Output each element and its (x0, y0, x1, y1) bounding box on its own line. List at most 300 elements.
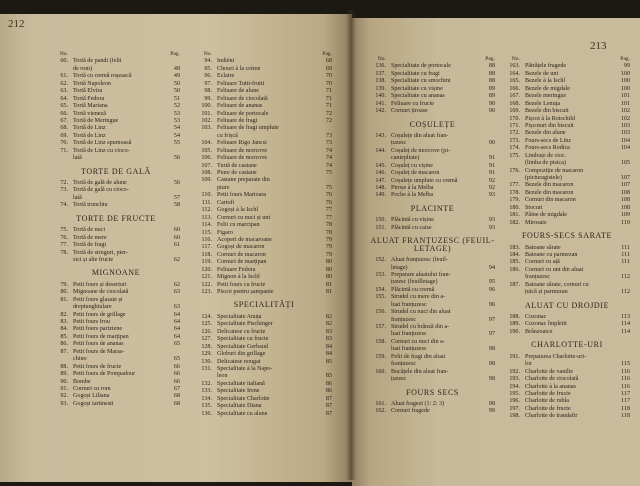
entry-number: 128. (201, 343, 212, 350)
entry-number: 125. (201, 321, 212, 328)
entry-title: Specialitate de portocale (391, 63, 451, 70)
entry-page: 91 (488, 162, 495, 169)
index-entry (196, 163, 332, 170)
entry-title: Tortă de Linz (73, 125, 106, 132)
entry-number: 118. (201, 251, 212, 258)
entry-title: Plăcintă cu caise (391, 224, 432, 231)
index-entry (52, 125, 180, 132)
index-entry (196, 403, 332, 410)
entry-page: 73 (325, 132, 332, 139)
entry-title: Compoziție de macaron (525, 167, 584, 174)
entry-page: 72 (325, 110, 332, 117)
entry-page: 87 (325, 403, 332, 410)
section-heading-text: ALUAT FRANȚUZESC (FEUIL- (370, 236, 495, 246)
entry-title: Gogoși à la Ischl (217, 207, 259, 214)
entry-page: 92 (488, 177, 495, 184)
entry-title: Pâine de migdale (525, 212, 567, 219)
entry-title: Poche à la Melba (391, 192, 434, 199)
entry-title: luat franțuzesc (391, 301, 427, 308)
entry-title: Petit fours de ananas (73, 341, 124, 348)
entry-title: Bezele din macaron (525, 182, 574, 189)
entry-title: Figaro (217, 229, 233, 236)
entry-number: 84. (60, 326, 68, 333)
entry-number: 76. (60, 234, 68, 241)
index-entry (196, 366, 332, 373)
entry-page: 118 (621, 413, 630, 420)
entry-title: Specialitate cu alune (217, 410, 268, 417)
entry-page: 101 (620, 93, 630, 100)
index-entry (370, 101, 495, 108)
entry-page: 61 (173, 242, 180, 249)
entry-number: 147. (375, 177, 386, 184)
entry-title: Bezele din biscuit (525, 108, 569, 115)
index-column-4 (504, 56, 630, 421)
index-entry (196, 192, 332, 199)
entry-title: de rom) (73, 65, 93, 72)
entry-number: 89. (60, 371, 68, 378)
entry-page: 75 (325, 184, 332, 191)
section-heading-text: COȘULEȚE (409, 119, 456, 129)
index-entry (52, 356, 180, 363)
entry-title: Petit fours de Maras- (73, 348, 125, 355)
index-entry (370, 369, 495, 376)
entry-page: Pag. (620, 56, 630, 62)
entry-page: 104 (620, 145, 630, 152)
index-entry (504, 245, 630, 252)
column-header (370, 56, 495, 63)
entry-title: Limbuțe de cioc. (525, 152, 567, 159)
entry-number: 110. (201, 192, 212, 199)
entry-number: 101. (201, 110, 212, 117)
entry-page: 71 (325, 103, 332, 110)
entry-page: 98 (488, 376, 495, 383)
entry-page: 111 (621, 259, 630, 266)
entry-number: 159. (375, 353, 386, 360)
entry-page: 48 (173, 65, 180, 72)
entry-page: 79 (325, 244, 332, 251)
section-heading (52, 168, 180, 175)
entry-title: Coșuleț de morcove (pi- (391, 147, 451, 154)
index-entry (196, 282, 332, 289)
entry-number: 93. (60, 400, 68, 407)
entry-page: 87 (325, 410, 332, 417)
entry-page: 115 (621, 361, 630, 368)
index-entry (370, 170, 495, 177)
entry-number: 181. (509, 212, 520, 219)
entry-title: Petit fours și deserturi (73, 281, 127, 288)
index-entry (370, 287, 495, 294)
entry-number: 86. (60, 341, 68, 348)
index-entry (52, 155, 180, 162)
entry-number: No. (59, 51, 68, 57)
entry-title: Tortă de Linz spumoasă (73, 140, 132, 147)
entry-page: 103 (620, 122, 630, 129)
entry-title: Feliuare de alune (217, 88, 259, 95)
entry-title: Petit fours pariziene (73, 326, 123, 333)
entry-page: 64 (173, 311, 180, 318)
left-page-number: 212 (8, 18, 25, 30)
entry-title: Feliuare Rigo Jancsi (217, 140, 267, 147)
index-entry (196, 215, 332, 222)
entry-number: 150. (375, 217, 386, 224)
entry-page: 107 (620, 175, 630, 181)
entry-number: 66. (60, 110, 68, 117)
entry-number: 161. (375, 400, 386, 407)
entry-title: Gogoși de macaron (217, 244, 265, 251)
entry-title: Specialitate Diana (217, 403, 262, 410)
entry-number: 95. (204, 65, 212, 72)
section-heading (52, 269, 180, 276)
entry-title: Cornuri din macaron (525, 197, 576, 204)
entry-number: 136. (375, 63, 386, 70)
entry-page: 58 (173, 202, 180, 209)
entry-title: Charlotte de fructe (525, 405, 571, 412)
section-heading-text: LETAGE) (413, 243, 452, 253)
index-entry (196, 336, 332, 343)
entry-page: 90 (488, 100, 495, 107)
index-entry (504, 205, 630, 212)
entry-page: 100 (620, 78, 630, 85)
index-entry (196, 230, 332, 237)
entry-page: 117 (621, 398, 630, 405)
index-entry (52, 118, 180, 125)
entry-title: Piscot pentru șampanie (217, 289, 274, 295)
entry-number: 173. (509, 137, 520, 144)
index-entry (370, 178, 495, 185)
entry-page: 65 (173, 356, 180, 363)
entry-title: sici și alte fructe (73, 256, 114, 263)
entry-number: 126. (201, 328, 212, 335)
entry-number: 166. (509, 85, 520, 92)
entry-page: 76 (325, 192, 332, 199)
index-entry (196, 314, 332, 321)
entry-title: Tortă Elvira (73, 88, 103, 95)
index-entry (196, 381, 332, 388)
entry-number: 62. (60, 80, 68, 87)
entry-title: Feliuare de ciocolată (217, 95, 268, 102)
entry-page: 108 (620, 204, 630, 211)
entry-number: 196. (509, 398, 520, 405)
entry-title: Strudel cu brânză din a- (391, 324, 450, 330)
entry-number: 146. (375, 170, 386, 177)
entry-number: 182. (509, 219, 520, 226)
index-entry (52, 133, 180, 140)
entry-title: Fours-secs Rodica (525, 145, 570, 152)
entry-number: 121. (201, 274, 212, 281)
entry-title: Petit fours de marțipan (73, 333, 129, 340)
entry-title: cantepliate) (391, 155, 420, 162)
entry-number: 114. (201, 222, 212, 229)
entry-number: 164. (509, 70, 520, 77)
index-entry (504, 190, 630, 197)
entry-title: Feliuare Fedora (217, 266, 256, 273)
entry-title: Chouri à la crème (217, 65, 261, 72)
entry-title: franțuzesc (525, 274, 551, 281)
index-entry (370, 86, 495, 93)
index-entry (52, 304, 180, 311)
index-entry (52, 187, 180, 194)
section-heading (370, 205, 495, 212)
index-entry (370, 63, 495, 70)
entry-number: 152. (375, 257, 386, 264)
entry-page: 111 (621, 244, 630, 251)
index-entry (504, 361, 630, 368)
index-entry (370, 309, 495, 316)
index-entry (196, 344, 332, 351)
entry-number: 156. (375, 309, 386, 316)
entry-number: 60. (60, 58, 68, 65)
entry-page: 88 (488, 78, 495, 85)
entry-number: 73. (60, 187, 68, 194)
entry-number: 108. (201, 170, 212, 176)
entry-number: 81. (60, 296, 68, 303)
entry-page: 89 (488, 85, 495, 92)
index-entry (370, 148, 495, 155)
index-entry (52, 401, 180, 408)
entry-title: lată (73, 194, 82, 201)
entry-title: Mirosate (525, 219, 547, 226)
entry-number: 191. (509, 353, 520, 360)
entry-page: 51 (173, 95, 180, 102)
entry-title: Charlotte de trandafir (525, 413, 578, 420)
entry-page: 100 (620, 70, 630, 77)
index-entry (196, 289, 332, 296)
entry-number: 153. (375, 271, 386, 278)
entry-page: 88 (488, 70, 495, 77)
entry-page: 109 (620, 212, 630, 219)
entry-title: Delicatese cu fructe (217, 328, 266, 335)
entry-page: 68 (173, 400, 180, 407)
entry-number: 176. (509, 167, 520, 174)
entry-number: 98. (204, 88, 212, 95)
entry-number: No. (511, 56, 520, 62)
section-heading (504, 341, 630, 348)
entry-title: cu frișcă (217, 132, 238, 139)
entry-title: Bezele de migdale (525, 85, 571, 92)
entry-number: 69. (60, 132, 68, 139)
entry-page: 96 (488, 301, 495, 308)
entry-title: țuzesc (391, 376, 407, 383)
entry-number: 134. (201, 395, 212, 402)
entry-number: 112. (201, 207, 212, 214)
entry-page: 66 (173, 363, 180, 370)
entry-page: Pag. (170, 51, 180, 57)
entry-title: Bezele meringue (525, 93, 567, 100)
index-entry (196, 73, 332, 80)
entry-page: 62 (173, 256, 180, 263)
entry-title: țuzesc (feuilletage) (391, 279, 438, 286)
entry-number: 72. (60, 180, 68, 186)
entry-title: Batoane sărate, cornuri cu (525, 281, 589, 288)
index-entry (504, 123, 630, 130)
index-entry (52, 393, 180, 400)
entry-page: 117 (621, 390, 630, 397)
entry-number: 79. (60, 281, 68, 288)
index-entry (370, 317, 495, 324)
entry-title: Bucățele din aluat fran- (391, 368, 449, 375)
index-entry (196, 222, 332, 229)
entry-title: Petit fours frou (73, 319, 110, 325)
entry-page: 93 (488, 217, 495, 224)
entry-number: 133. (201, 388, 212, 395)
index-entry (504, 212, 630, 219)
entry-number: 169. (509, 108, 520, 115)
entry-number: 185. (509, 259, 520, 266)
entry-number: 87. (60, 348, 68, 355)
entry-page: 94 (488, 264, 495, 271)
entry-page: 53 (173, 117, 180, 124)
entry-number: 194. (509, 383, 520, 390)
entry-title: Feliuare de morcove (217, 155, 268, 162)
entry-title: Tortă cu cremă roșească (73, 73, 132, 80)
entry-title: Charlotte de fructe (525, 390, 571, 397)
index-entry (370, 71, 495, 78)
entry-title: Tortă de nuci (73, 227, 106, 234)
index-entry (504, 160, 630, 167)
entry-title: Charlotte de vanilie (525, 368, 574, 375)
index-entry (370, 93, 495, 100)
entry-number: 123. (201, 289, 212, 295)
index-entry (504, 267, 630, 274)
entry-page: 108 (620, 189, 630, 196)
entry-number: 102. (201, 117, 212, 124)
index-entry (196, 170, 332, 177)
index-entry (504, 182, 630, 189)
index-entry (52, 386, 180, 393)
index-entry (196, 140, 332, 147)
entry-page: 74 (325, 147, 332, 154)
entry-title: luat franțuzesc (391, 331, 427, 338)
entry-title: Preparare aluatului fran- (391, 271, 451, 278)
entry-title: Plăcintă cu cremă (391, 286, 435, 293)
entry-page: 85 (325, 358, 332, 365)
entry-number: 90. (60, 378, 68, 385)
entry-number: 141. (375, 100, 386, 107)
entry-number: 100. (201, 103, 212, 110)
index-entry (52, 297, 180, 304)
index-entry (504, 259, 630, 266)
index-entry (370, 324, 495, 331)
entry-number: 113. (201, 214, 212, 221)
entry-page: 95 (488, 279, 495, 286)
index-entry (196, 244, 332, 251)
entry-number: 184. (509, 251, 520, 258)
entry-title: Bezele à la Ischl (525, 78, 566, 85)
entry-title: Cornuri cu nuci din a- (391, 338, 445, 345)
index-entry (370, 78, 495, 85)
entry-number: 129. (201, 351, 212, 358)
index-entry (52, 282, 180, 289)
index-entry (196, 274, 332, 281)
section-heading-text: PLACINTE (410, 203, 455, 213)
section-heading-text: ALUAT CU DROJDIE (524, 300, 610, 310)
entry-title: țuzesc (391, 140, 407, 147)
entry-number: 190. (509, 328, 520, 335)
entry-title: Castane preparate din (217, 177, 270, 184)
index-entry (196, 155, 332, 162)
entry-page: 67 (173, 385, 180, 392)
index-entry (52, 96, 180, 103)
entry-number: 187. (509, 281, 520, 288)
entry-title: Feliuare de morcove (217, 147, 268, 154)
entry-title: Cornuri de marțipan (217, 259, 267, 266)
entry-title: lor (525, 361, 532, 368)
index-entry (196, 237, 332, 244)
entry-number: 160. (375, 368, 386, 375)
index-entry (370, 346, 495, 353)
entry-number: 138. (375, 78, 386, 85)
entry-page: 104 (620, 137, 630, 144)
section-heading-text: CHARLOTTE-URI (531, 340, 603, 350)
entry-number: 85. (60, 333, 68, 340)
section-heading-text: MIGNOANE (91, 268, 141, 278)
entry-page: 107 (620, 182, 630, 189)
entry-title: Cartofi (217, 199, 235, 206)
index-entry (504, 289, 630, 296)
entry-page: 108 (620, 197, 630, 204)
entry-page: 110 (621, 219, 630, 226)
index-entry (504, 108, 630, 115)
entry-title: Specialitate cu fructe (217, 336, 269, 343)
section-heading (196, 301, 332, 308)
entry-page: 77 (325, 214, 332, 221)
entry-title: Feliuare de portocale (217, 110, 269, 117)
entry-number: 171. (509, 122, 520, 129)
entry-title: leon (217, 373, 228, 380)
entry-page: 56 (173, 155, 180, 162)
index-entry (52, 326, 180, 333)
entry-page: 68 (173, 393, 180, 400)
index-entry (52, 111, 180, 118)
entry-number: No. (203, 51, 212, 57)
entry-number: 104. (201, 140, 212, 147)
entry-page: 78 (325, 222, 332, 229)
index-entry (196, 373, 332, 380)
entry-title: Tortă de Linz (73, 132, 106, 139)
entry-number: 105. (201, 147, 212, 154)
index-entry (504, 314, 630, 321)
entry-title: dreptunghiulare (73, 304, 112, 311)
entry-number: 120. (201, 266, 212, 273)
entry-number: 168. (509, 100, 520, 107)
index-column-2 (196, 51, 332, 418)
entry-title: Coșulețe umplute cu cremă (391, 177, 458, 184)
entry-title: piure (217, 184, 230, 191)
entry-page: 101 (620, 100, 630, 107)
entry-title: (limba de pisica) (525, 160, 566, 167)
entry-number: 174. (509, 145, 520, 152)
entry-page: 112 (621, 289, 630, 296)
entry-page: 88 (488, 63, 495, 70)
entry-title: Cozonac împletit (525, 321, 567, 328)
entry-page: 96 (488, 286, 495, 293)
entry-page: 85 (325, 373, 332, 380)
entry-page: 100 (620, 85, 630, 92)
entry-page: 71 (325, 88, 332, 95)
index-entry (504, 376, 630, 383)
entry-title: Charlotte à la ananas (525, 383, 576, 390)
entry-number: 179. (509, 197, 520, 204)
index-entry (52, 103, 180, 110)
entry-title: franțuzesc (391, 361, 417, 368)
entry-number: 70. (60, 140, 68, 147)
index-entry (370, 217, 495, 224)
entry-number: 140. (375, 93, 386, 100)
index-entry (52, 289, 180, 296)
entry-number: 82. (60, 311, 68, 318)
entry-number: 99. (204, 95, 212, 102)
entry-page: 103 (620, 130, 630, 137)
